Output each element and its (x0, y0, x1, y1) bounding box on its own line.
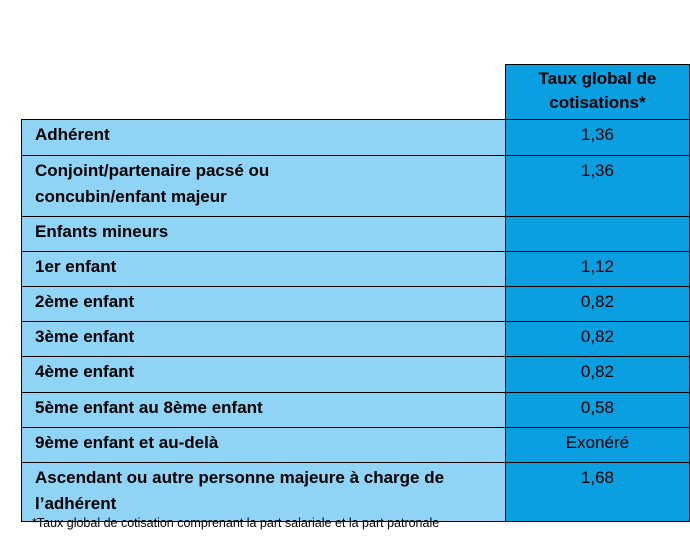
row-label: 9ème enfant et au-delà (22, 428, 506, 463)
row-label: 5ème enfant au 8ème enfant (22, 393, 506, 428)
row-value: 0,82 (505, 322, 689, 357)
table-row (22, 463, 690, 522)
row-value: Exonéré (505, 428, 689, 463)
column-header-taux: Taux global de cotisations* (505, 65, 689, 120)
row-label: Enfants mineurs (22, 217, 506, 252)
header-empty-cell (22, 65, 506, 120)
row-value: 0,82 (505, 357, 689, 393)
table-row (22, 322, 690, 357)
row-value (505, 217, 689, 252)
table-row (22, 287, 690, 322)
contribution-rates-table (21, 64, 690, 522)
table-header-row (22, 65, 690, 120)
table-row (22, 393, 690, 428)
table-row (22, 357, 690, 393)
row-label: Adhérent (22, 120, 506, 156)
row-label: 2ème enfant (22, 287, 506, 322)
row-label: 4ème enfant (22, 357, 506, 393)
row-label: 3ème enfant (22, 322, 506, 357)
row-value: 0,58 (505, 393, 689, 428)
table-row (22, 428, 690, 463)
footnote: *Taux global de cotisation comprenant la part salariale et la part patronale (32, 516, 440, 530)
row-value: 0,82 (505, 287, 689, 322)
row-value: 1,12 (505, 252, 689, 287)
table-row (22, 252, 690, 287)
table-row (22, 156, 690, 217)
table-row (22, 217, 690, 252)
table-row (22, 120, 690, 156)
row-value: 1,68 (505, 463, 689, 522)
row-label: Ascendant ou autre personne majeure à charge de l’adhérent (22, 463, 506, 522)
row-value: 1,36 (505, 156, 689, 217)
row-label: 1er enfant (22, 252, 506, 287)
row-value: 1,36 (505, 120, 689, 156)
row-label: Conjoint/partenaire pacsé ou concubin/enfant majeur (22, 156, 506, 217)
